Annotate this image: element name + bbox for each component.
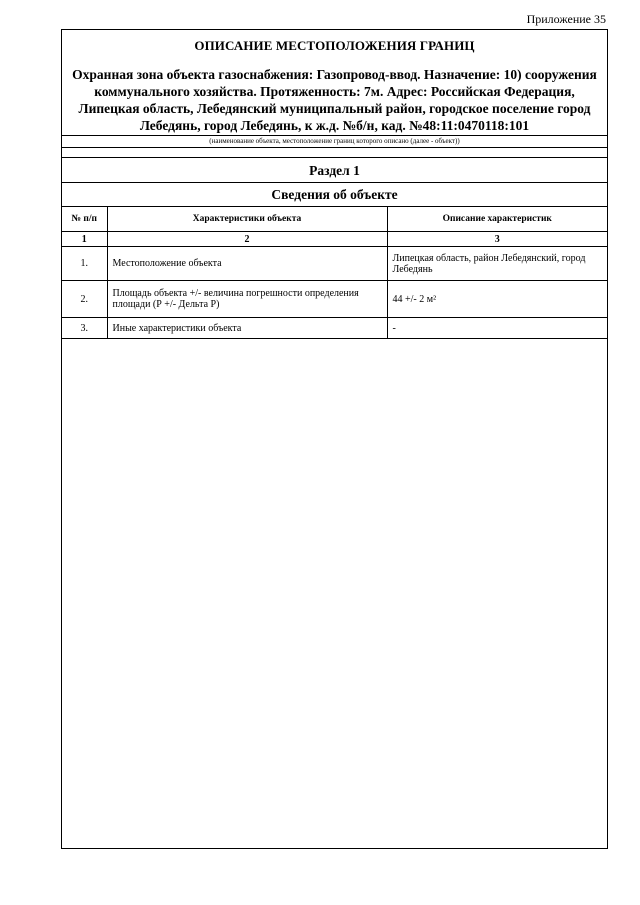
table-row xyxy=(62,318,607,339)
header-characteristic: Характеристики объекта xyxy=(107,207,387,232)
row-characteristic: Иные характеристики объекта xyxy=(107,318,387,339)
characteristics-table xyxy=(62,207,607,339)
section-subtitle: Сведения об объекте xyxy=(62,183,607,207)
column-number: 1 xyxy=(62,232,107,247)
row-characteristic: Площадь объекта +/- величина погрешности определения площади (Р +/- Дельта Р) xyxy=(107,281,387,318)
row-description: 44 +/- 2 м² xyxy=(387,281,607,318)
document-frame xyxy=(61,29,608,849)
row-characteristic: Местоположение объекта xyxy=(107,247,387,281)
column-number: 2 xyxy=(107,232,387,247)
row-number: 1. xyxy=(62,247,107,281)
row-number: 3. xyxy=(62,318,107,339)
row-description: Липецкая область, район Лебедянский, город Лебедянь xyxy=(387,247,607,281)
spacer-row xyxy=(62,148,607,158)
object-caption: (наименование объекта, местоположение границ которого описано (далее - объект)) xyxy=(62,136,607,148)
table-header-row xyxy=(62,207,607,232)
appendix-label: Приложение 35 xyxy=(526,12,606,26)
object-description: Охранная зона объекта газоснабжения: Газопровод-ввод. Назначение: 10) сооружения коммунального хозяйства. Протяженность: 7м. Адрес: Российская Федерация, Липецкая область, Лебедянский муниципальный район, городское поселение город Лебедянь, город Лебедянь, к ж.д. №б/н, кад. №48:11:0470118:101 xyxy=(72,67,597,133)
column-number-row xyxy=(62,232,607,247)
title-block xyxy=(62,30,607,136)
row-number: 2. xyxy=(62,281,107,318)
row-description: - xyxy=(387,318,607,339)
document-title: ОПИСАНИЕ МЕСТОПОЛОЖЕНИЯ ГРАНИЦ xyxy=(194,38,475,53)
table-row xyxy=(62,247,607,281)
column-number: 3 xyxy=(387,232,607,247)
header-num: № п/п xyxy=(62,207,107,232)
table-row xyxy=(62,281,607,318)
header-description: Описание характеристик xyxy=(387,207,607,232)
section-title: Раздел 1 xyxy=(62,158,607,183)
